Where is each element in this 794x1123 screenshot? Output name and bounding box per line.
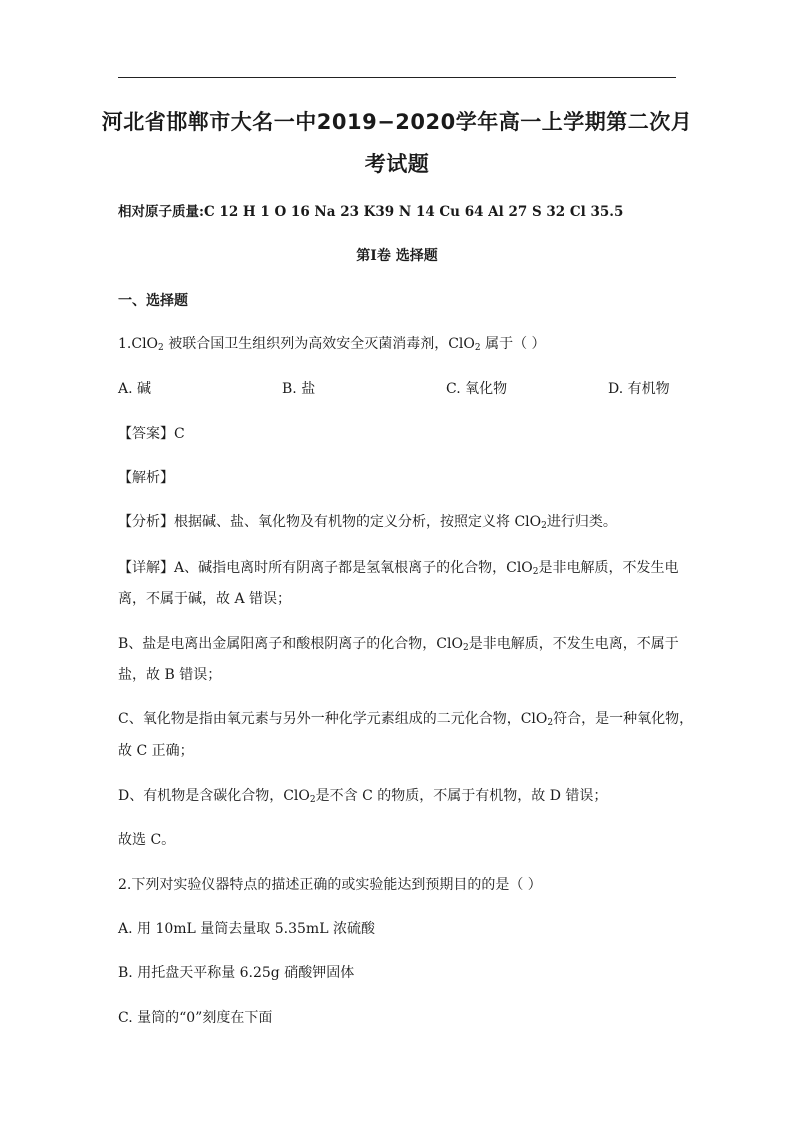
exam-title-line-1: 河北省邯郸市大名一中2019−2020学年高一上学期第二次月 — [101, 110, 693, 134]
q1-fenxi-subscript: 2 — [541, 521, 547, 531]
volume-heading: 第Ⅰ卷 选择题 — [356, 248, 438, 264]
q1-answer: 【答案】C — [118, 426, 185, 442]
q1-detail-a-line-1 — [118, 557, 679, 577]
q1-detail-d — [118, 785, 607, 805]
q1-detail-a-text-2: 是非电解质，不发生电 — [538, 560, 679, 576]
q1-detail-b-subscript: 2 — [462, 643, 469, 653]
q1-analysis-heading: 【解析】 — [118, 470, 174, 486]
q1-detail-a-text-1: 【详解】A、碱指电离时所有阴离子都是氢氧根离子的化合物，ClO — [118, 560, 533, 576]
header-rule — [118, 77, 676, 78]
q1-detail-d-text-2: 是不含 C 的物质，不属于有机物，故 D 错误； — [315, 788, 608, 804]
q1-detail-c-subscript: 2 — [547, 718, 554, 728]
q2-option-a: A. 用 10mL 量筒去量取 5.35mL 浓硫酸 — [118, 921, 375, 937]
q1-stem-part-b: 被联合国卫生组织列为高效安全灭菌消毒剂，ClO — [163, 336, 475, 352]
q2-option-b: B. 用托盘天平称量 6.25g 硝酸钾固体 — [118, 965, 355, 981]
section-heading: 一、选择题 — [118, 293, 188, 309]
q1-fenxi — [118, 511, 617, 531]
q1-stem-part-a: 1.ClO — [118, 336, 159, 352]
q1-option-a: A. 碱 — [118, 381, 152, 397]
atomic-mass-line: 相对原子质量:C 12 H 1 O 16 Na 23 K39 N 14 Cu 64 Al 27 S 32 Cl 35.5 — [118, 204, 624, 220]
question-1-stem — [118, 333, 546, 353]
q1-detail-b-text-1: B、盐是电离出金属阳离子和酸根阴离子的化合物，ClO — [118, 636, 463, 652]
q1-detail-c-text-2: 符合，是一种氧化物， — [553, 711, 694, 727]
q1-stem-subscript-1: 2 — [158, 343, 164, 353]
q1-detail-b-text-2: 是非电解质，不发生电离，不属于 — [468, 636, 679, 652]
q1-detail-c-line-1 — [118, 708, 693, 728]
q1-stem-subscript-2: 2 — [474, 343, 481, 353]
q1-detail-d-subscript: 2 — [309, 795, 316, 805]
q1-fenxi-text-a: 【分析】根据碱、盐、氧化物及有机物的定义分析，按照定义将 ClO — [118, 514, 542, 530]
q1-detail-c-text-1: C、氧化物是指由氧元素与另外一种化学元素组成的二元化合物，ClO — [118, 711, 548, 727]
exam-title-line-2: 考试题 — [364, 152, 430, 176]
q1-fenxi-text-b: 进行归类。 — [546, 514, 617, 530]
q2-option-c: C. 量筒的“0”刻度在下面 — [118, 1010, 273, 1026]
q1-stem-part-c: 属于（ ） — [480, 336, 546, 352]
q1-option-b: B. 盐 — [282, 381, 316, 397]
q1-detail-a-line-2: 离，不属于碱，故 A 错误； — [118, 591, 292, 607]
q1-detail-b-line-2: 盐，故 B 错误； — [118, 667, 222, 683]
question-2-stem: 2.下列对实验仪器特点的描述正确的或实验能达到预期目的的是（ ） — [118, 877, 542, 893]
q1-option-d: D. 有机物 — [608, 381, 670, 397]
q1-detail-a-subscript: 2 — [532, 567, 539, 577]
q1-conclusion: 故选 C。 — [118, 832, 176, 848]
q1-option-c: C. 氧化物 — [446, 381, 508, 397]
q1-detail-d-text-1: D、有机物是含碳化合物，ClO — [118, 788, 310, 804]
q1-detail-c-line-2: 故 C 正确； — [118, 743, 194, 759]
q1-detail-b-line-1 — [118, 633, 679, 653]
